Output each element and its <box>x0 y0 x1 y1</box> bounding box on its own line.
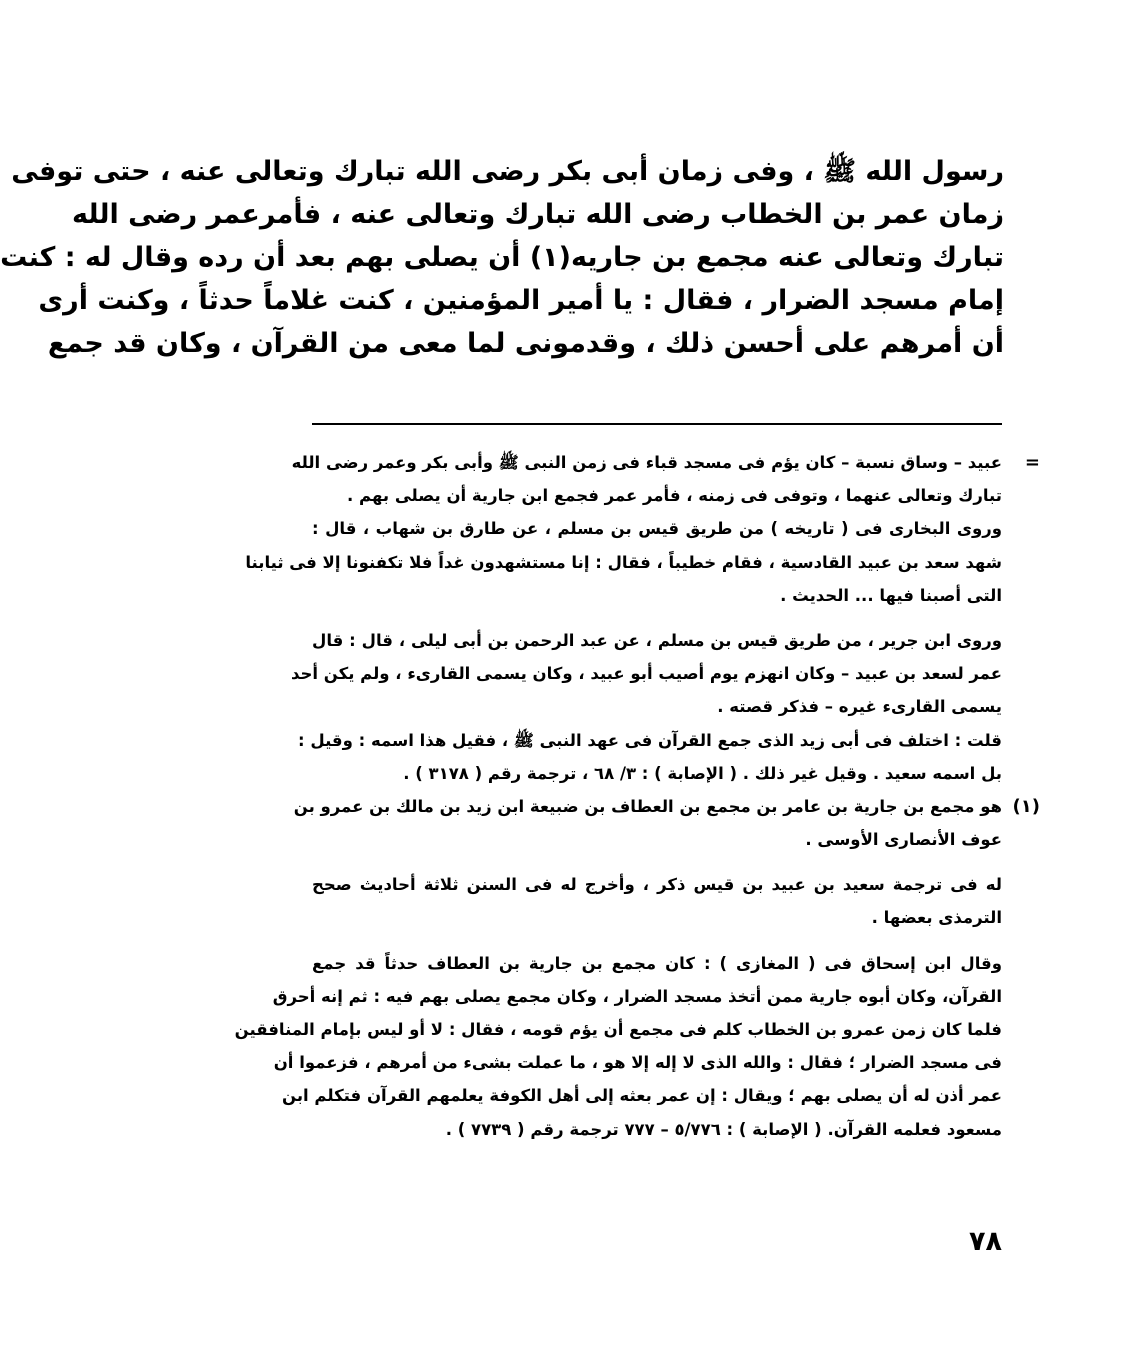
paragraph-gap <box>312 935 1002 947</box>
footnote-line: عمر لسعد بن عبيد – وكان انهزم يوم أصيب أبو عبيد ، وكان يسمى القارىء ، ولم يكن أحد <box>290 664 1002 684</box>
footnote-divider <box>312 423 1002 425</box>
footnote-line: عمر أذن له أن يصلى بهم ؛ ويقال : إن عمر بعثه إلى أهل الكوفة يعلمهم القرآن فتكلم ابن <box>281 1086 1002 1106</box>
footnote-line: القرآن، وكان أبوه جارية ممن أتخذ مسجد الضرار ، وكان مجمع يصلى بهم فيه : ثم إنه أحرق <box>272 986 1002 1006</box>
main-line-1: رسول الله ﷺ ، وفى زمان أبى بكر رضى الله تبارك وتعالى عنه ، حتى توفى <box>11 156 1004 187</box>
footnote-line: وقال ابن إسحاق فى ( المغازى ) : كان مجمع بن جارية بن العطاف حدثاً قد جمع <box>312 953 1002 973</box>
page-number: ٧٨ <box>969 1226 1002 1257</box>
footnote-line: فى مسجد الضرار ؛ فقال : والله الذى لا إله إلا هو ، ما عملت بشىء من أمرهم ، فزعموا أن <box>273 1053 1002 1073</box>
footnote-line: فلما كان زمن عمرو بن الخطاب كلم فى مجمع أن يؤم قومه ، فقال : لا أو ليس بإمام المنافقين <box>234 1020 1002 1039</box>
footnote-line: تبارك وتعالى عنهما ، وتوفى فى زمنه ، فأمر عمر فجمع ابن جارية أن يصلى بهم . <box>347 486 1002 506</box>
footnote-text: عبيد – وساق نسبة – كان يؤم فى مسجد قباء فى زمن النبى ﷺ وأبى بكر وعمر رضى الله <box>291 453 1002 472</box>
main-paragraph <box>0 150 1004 365</box>
footnote-line: وروى ابن جرير ، من طريق قيس بن مسلم ، عن عبد الرحمن بن أبى ليلى ، قال : قال <box>312 630 1002 650</box>
footnote-text: هو مجمع بن جارية بن عامر بن مجمع بن العطاف بن ضبيعة ابن زيد بن مالك بن عمرو بن <box>293 796 1002 816</box>
footnote-line: بل اسمه سعيد . وقيل غير ذلك . ( الإصابة ) : ٣/ ٦٨ ، ترجمة رقم ( ٣١٧٨ ) . <box>403 763 1002 783</box>
footnote-line: مسعود فعلمه القرآن. ( الإصابة ) : ٥/٧٧٦ – ٧٧٧ ترجمة رقم ( ٧٧٣٩ ) . <box>445 1119 1002 1139</box>
footnote-line: يسمى القارىء غيره – فذكر قصته . <box>717 697 1002 717</box>
paragraph-gap <box>312 856 1002 868</box>
footnote-1-marker: (١) <box>1012 795 1040 817</box>
main-line-2: زمان عمر بن الخطاب رضى الله تبارك وتعالى عنه ، فأمرعمر رضى الله <box>71 199 1004 230</box>
footnote-line: الترمذى بعضها . <box>871 908 1002 928</box>
paragraph-gap <box>312 612 1002 624</box>
footnote-line: شهد سعد بن عبيد القادسية ، فقام خطيباً ، فقال : إنا مستشهدون غداً فلا تكفنونا إلا فى ثيابنا <box>245 552 1002 572</box>
main-line-5: أن أمرهم على أحسن ذلك ، وقدمونى لما معى من القرآن ، وكان قد جمع <box>47 328 1004 359</box>
main-line-4: إمام مسجد الضرار ، فقال : يا أمير المؤمنين ، كنت غلاماً حدثاً ، وكنت أرى <box>38 285 1004 316</box>
footnote-line: التى أصبنا فيها ... الحديث . <box>780 585 1002 605</box>
footnote-line: قلت : اختلف فى أبى زيد الذى جمع القرآن فى عهد النبى ﷺ ، فقيل هذا اسمه : وقيل : <box>298 730 1002 750</box>
footnote-line <box>291 446 1040 479</box>
footnote-line <box>293 790 1040 823</box>
footnote-line: له فى ترجمة سعيد بن عبيد بن قيس ذكر ، وأخرج له فى السنن ثلاثة أحاديث صحح <box>312 875 1002 895</box>
continuation-marker: = <box>1024 452 1040 473</box>
footnote-line: وروى البخارى فى ( تاريخه ) من طريق قيس بن مسلم ، عن طارق بن شهاب ، قال : <box>312 519 1002 539</box>
footnote-line: عوف الأنصارى الأوسى . <box>805 830 1002 850</box>
footnotes <box>234 446 1040 1146</box>
main-line-3: تبارك وتعالى عنه مجمع بن جاريه(١) أن يصلى بهم بعد أن رده وقال له : كنت <box>0 242 1004 273</box>
